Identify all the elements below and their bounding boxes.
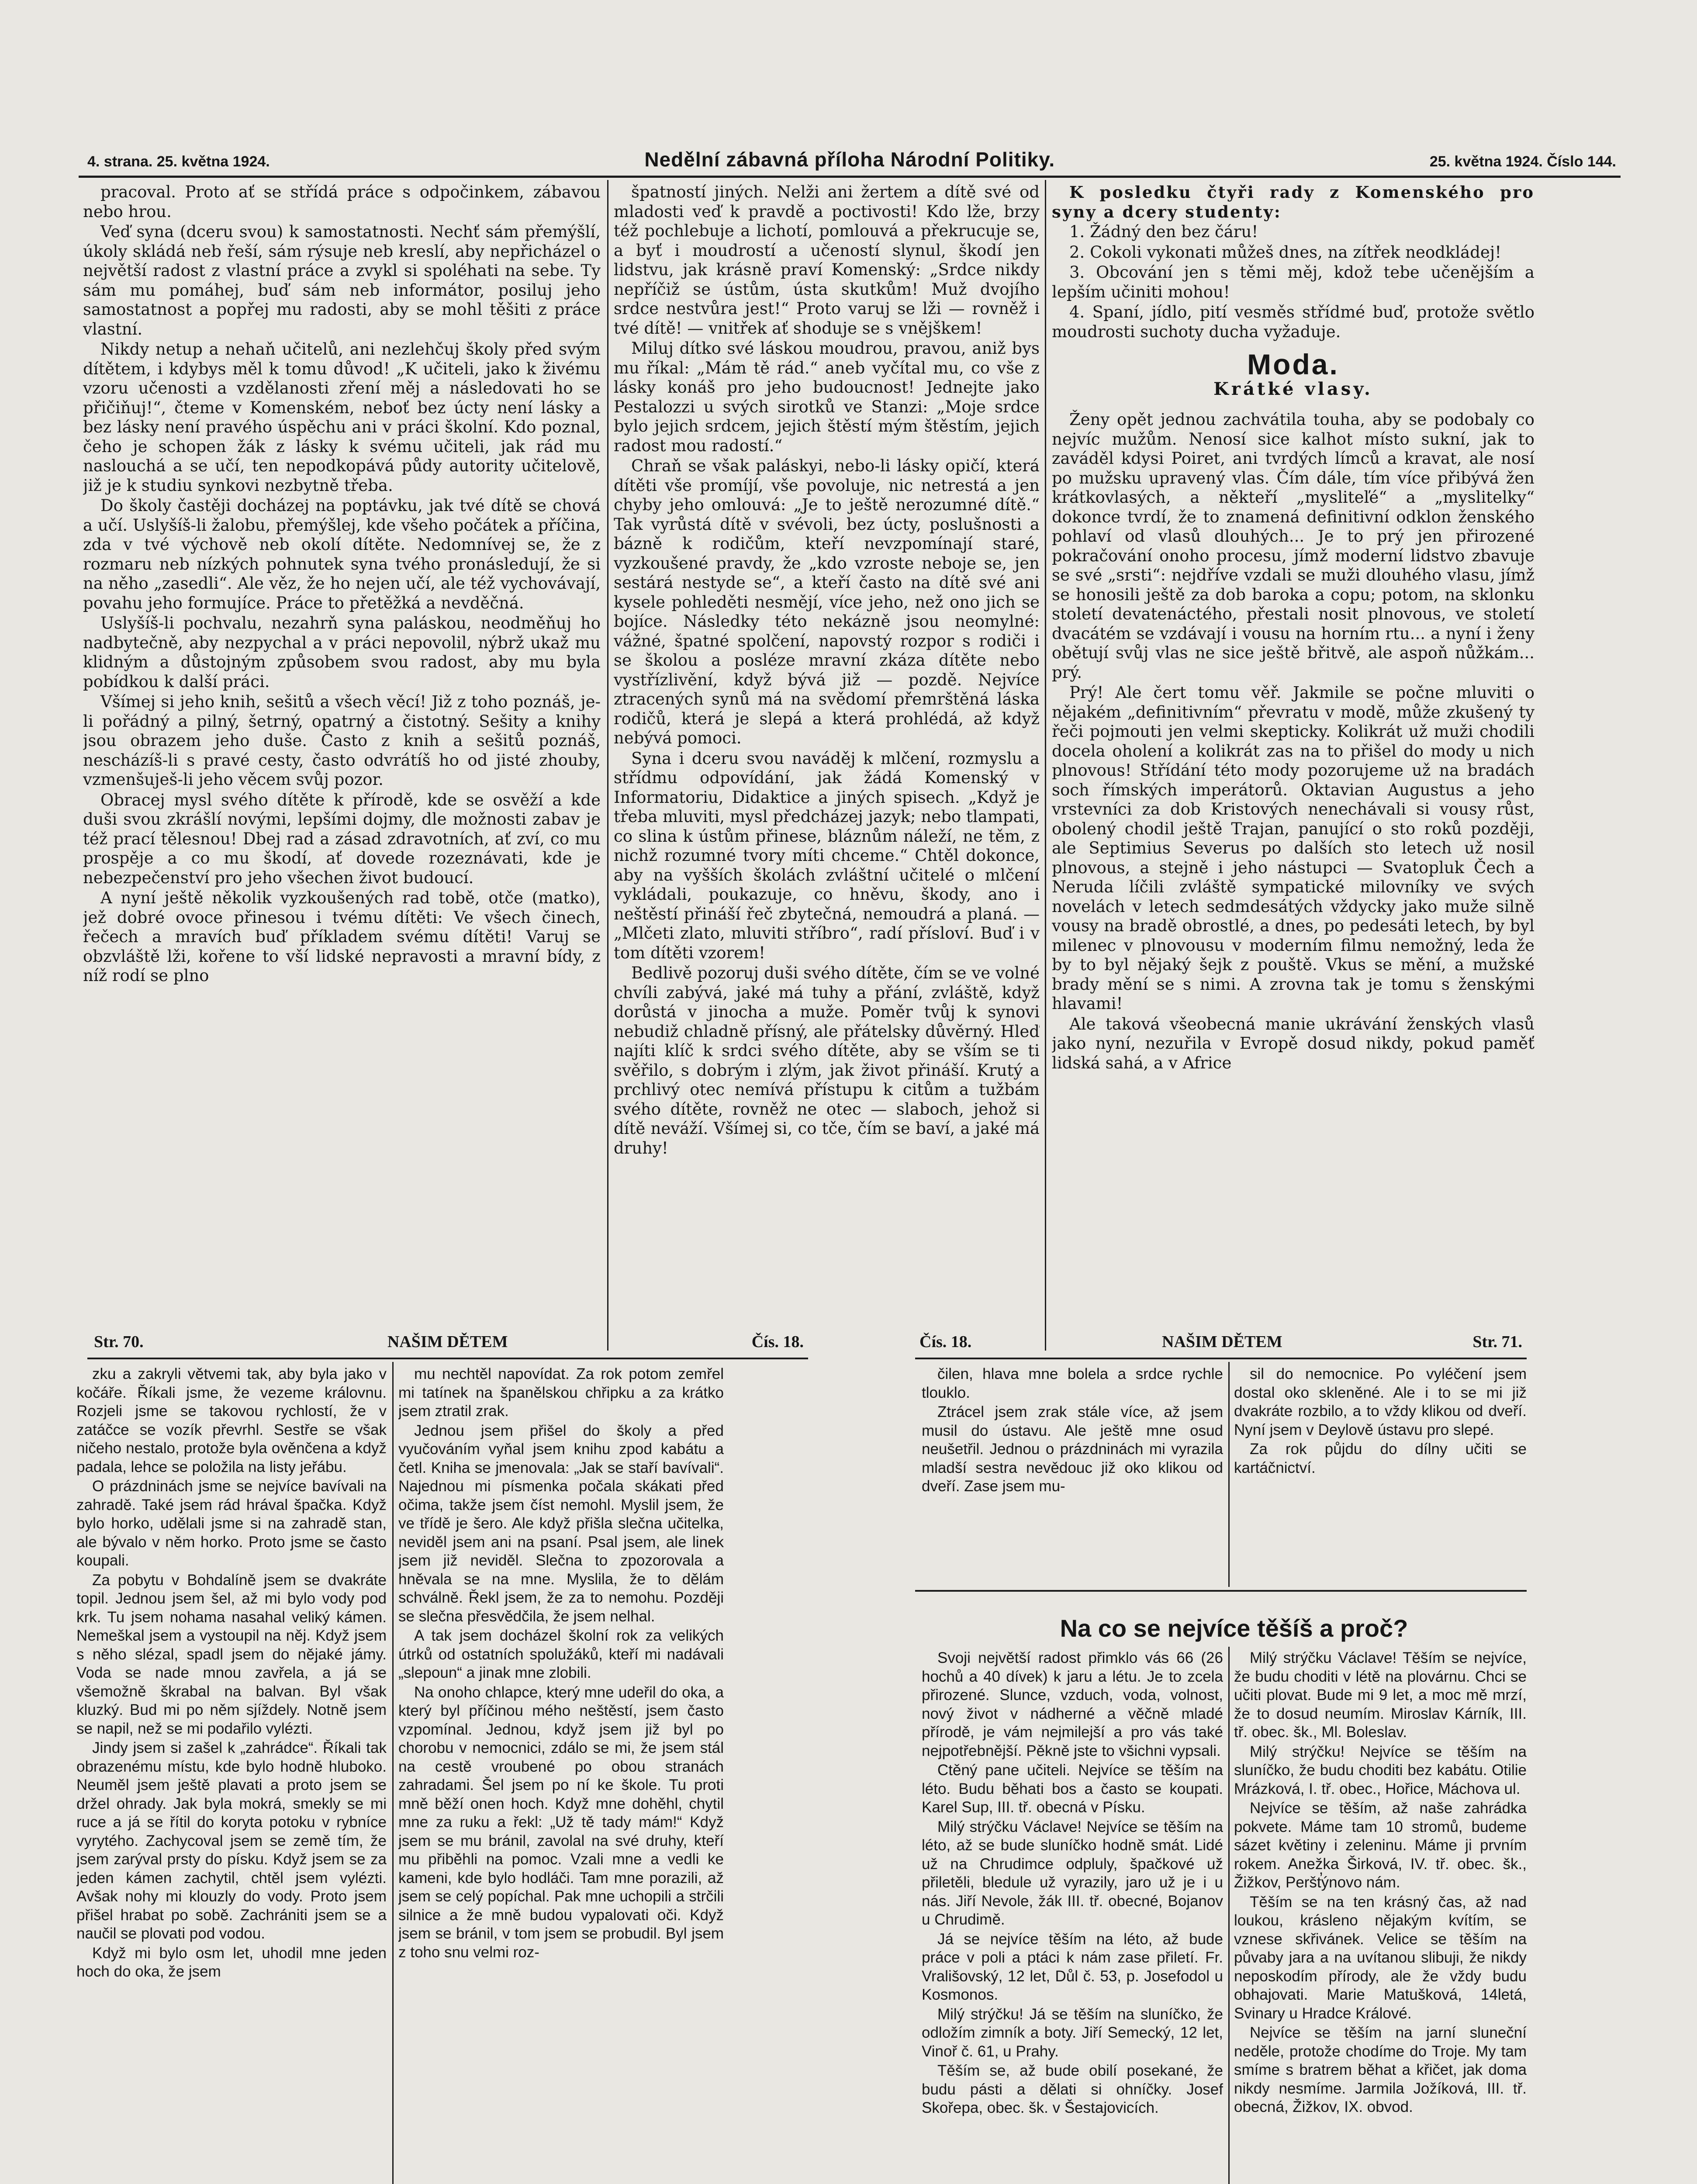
advice-rule-1: 1. Žádný den bez čáru! [1069, 222, 1258, 241]
article-column-2 [614, 183, 1040, 1358]
paragraph: špatností jiných. Nelži ani žertem a dítě své od mladosti veď k pravdě a poctivosti! Kdo lže, brzy též pochlebuje a lichotí, pomlouvá a překrucuje se, a byť i moudrostí a učeností slynul, škodí jen lidstvu, jak krásně praví Komenský: „Srdce nikdy nepříčiž se ústům, ústa skutkům! Muž dvojího srdce nestvůra jest!“ Proto varuj se lži — rovněž i tvé dítě! — vnitřek ať shoduje se s vnějškem! [614, 183, 1040, 338]
section-rule [915, 1590, 1527, 1592]
paragraph: čilen, hlava mne bolela a srdce rychle tlouklo. [922, 1365, 1223, 1401]
story-column-1 [76, 1365, 387, 2184]
letter: Nejvíce se těším, až naše zahrádka pokvete. Máme tam 10 stromů, budeme sázet květiny i zeleninu. Máme ji prvním rokem. Anežka Širková, IV. tř. obec. šk., Žižkov, Peršt̕ýnovo nám. [1234, 1800, 1527, 1891]
bottom-left-header [94, 1332, 804, 1354]
answers-column-2 [1234, 1649, 1527, 2184]
paragraph: A tak jsem docházel školní rok za velikých útrků od ostatních spolužáků, kteří mi nadávali „slepoun“ a jinak mne zlobili. [398, 1627, 724, 1681]
paragraph: Ale taková všeobecná manie ukrávání ženských vlasů jako nyní, nezuřila v Evropě dosud nikdy, pokud paměť lidská sahá, a v Africe [1052, 1014, 1535, 1072]
bottom-right-header [919, 1332, 1522, 1354]
paragraph: Bedlivě pozoruj duši svého dítěte, čím se ve volné chvíli zabývá, jaké má tuhy a přání, zvláště, když dorůstá v jinocha a muže. Poměr tvůj k synovi nebudiž chladně přísný, ale přátelsky důvěrný. Hleď najíti klíč k srdci svého dítěte, aby se vším se ti svěřilo, s dobrým i zlým, jak život přináší. Krutý a prchlivý otec nemívá přístupu k citům a tužbám svého dítěte, rovněž ne otec — slaboch, jehož si dítě neváží. Všímej si, co tče, čím se baví, a jaké má druhy! [614, 964, 1040, 1158]
paragraph: Všímej si jeho knih, sešitů a všech věcí! Již z toho poznáš, je-li pořádný a pilný, šetrný, opatrný a čistotný. Sešity a knihy jsou obrazem jeho duše. Často z knih a sešitů poznáš, nescházíš-li s pravé cesty, často odvrátíš ho od jisté zhouby, vzmenšuješ-li jeho věcem svůj pozor. [83, 692, 601, 789]
page-number: Str. 71. [1472, 1333, 1522, 1351]
paragraph: Nikdy netup a nehaň učitelů, ani nezlehčuj školy před svým dítětem, i kdybys měl k tomu důvod! „K učiteli, jako k živému vzoru učenosti a vzdělanosti zření měj a následovati ho se přičiňuj!“, čteme v Komenském, neboť bez úcty není lásky a bez lásky není pravého úspěchu ani v práci školní. Kdo poznal, čeho je schopen žák z lásky k svému učiteli, jak rád mu naslouchá a se učí, ten nepodkopává půdy autority učitelově, již je k studiu synkovi nezbytně třeba. [83, 340, 601, 495]
paragraph: zku a zakryli větvemi tak, aby byla jako v kočáře. Říkali jsme, že vezeme královnu. Rozjeli jsme se takovou rychlostí, že v zatáčce se vozík převrhl. Sestře se však ničeho nestalo, protože byla ověnčena a když padala, lehce se položila na listy jeřábu. [76, 1365, 387, 1476]
article-title: Na co se nejvíce těšíš a proč? [1060, 1614, 1408, 1642]
paragraph: Jindy jsem si zašel k „zahrádce“. Říkali tak obrazenému místu, kde bylo hodně hluboko. Neuměl jsem ještě plavati a proto jsem se držel ohrady. Jak byla mokrá, smekly se mi ruce a já se řítil do koryta potoku v rybníce vyrytého. Zachycoval jsem se země tím, že jsem zarýval prsty do písku. Když jsem se za jeden kámen zachytil, chtěl jsem vylézti. Avšak nohy mi klouzly do vody. Proto jsem přišel hrabat po sobě. Zachrániti jsem se a naučil se plovati pod vodou. [76, 1739, 387, 1942]
paragraph: Na onoho chlapce, který mne udeřil do oka, a který byl příčinou mého neštěstí, jsem často vzpomínal. Jednou, když jsem již byl po chorobu v nemocnici, zdálo se mi, že jsem stál na cestě vroubené po obou stranách zahradami. Šel jsem po ní ke škole. Tu proti mně běží onen hoch. Když mne dohěhl, chytil mne za ruku a řekl: „Už tě tady mám!“ Když jsem se mu bránil, zavolal na své druhy, kteří mu přiběhli na pomoc. Vzali mne a vedli ke kameni, kde bylo hodláči. Tam mne porazili, až jsem se celý popíchal. Pak mne uchopili a strčili silnice a že mně budou vypalovati oči. Když jsem se bránil, v tom jsem se probudil. Byl jsem z toho snu velmi roz- [398, 1683, 724, 1961]
story-column-3 [922, 1365, 1223, 1586]
letter: Ctěný pane učiteli. Nejvíce se těším na léto. Budu běhati bos a často se koupati. Karel Sup, III. tř. obecná v Písku. [922, 1762, 1223, 1816]
paragraph: Svoji největší radost přimklo vás 66 (26 hochů a 40 dívek) k jaru a létu. Je to zcela přirozené. Slunce, vzduch, voda, volnost, nový život v nádherné a věčně mladé přírodě, je vám nejmilejší a pro vás také nejpotřebnější. Pěkně jste to všichni vypsali. [922, 1649, 1223, 1759]
letter: Milý strýčku Václave! Nejvíce se těším na léto, až se bude sluníčko hodně smát. Lidé už na Chrudimce odpluly, špačkové už přiletěli, bledule už vyrazily, jaro už je i u nás. Jiří Nevole, žák III. tř. obecné, Bojanov u Chrudimě. [922, 1818, 1223, 1928]
section-title: Moda. [1247, 348, 1339, 380]
header-rule [79, 176, 1621, 178]
magazine-title: NAŠIM DĚTEM [387, 1333, 508, 1351]
header-date-right: 25. května 1924. Číslo 144. [1429, 153, 1616, 170]
header-rule [915, 1358, 1527, 1359]
letter: Milý strýčku! Nejvíce se těším na sluníčko, že budu choditi bez kabátu. Otilie Mrázková, I. tř. obec., Hořice, Máchova ul. [1234, 1743, 1527, 1797]
paragraph: Prý! Ale čert tomu věř. Jakmile se počne mluviti o nějakém „definitivním“ převratu v modě, může zkušený ty řeči pojmouti jen velmi skepticky. Kolikrát už muži chodili docela oholení a kolikrát zas na to přišel do mody u nich plnovous! Střídání této mody pozorujeme už na bradách soch římských imperátorů. Oktavian Augustus a jeho vrstevníci za dob Kristových nenechávali si vousy růst, obolený chodil ještě Trajan, panující o sto roků později, ale Septimius Severus po dalších sto letech už nosil plnovous, a stejně i jeho nástupci — Svatopluk Čech a Neruda líčili zvláště sympatické milovníky ve svých novelách v letech sedmdesátých vždycky jako muže silně vousy na bradě obrostlé, a dnes, po pedesáti letech, by byl milenec v plnovousu v moderním filmu nemožný, leda že by to byl nějaký šejk z pouště. Vkus se mění, a mužské brady mění se s nimi. A zrovna tak je tomu s ženskými hlavami! [1052, 683, 1535, 1013]
header-rule [87, 1358, 808, 1359]
letter: Těším se, až bude obilí posekané, že budu pásti a dělati si ohníčky. Josef Skořepa, obec. šk. v Šestajovicích. [922, 2062, 1223, 2116]
paragraph: Veď syna (dceru svou) k samostatnosti. Nechť sám přemýšlí, úkoly skládá neb řeší, sám rýsuje neb kreslí, aby nepřicházel o největší radost z vlastní práce a zvykl si spoléhati na sebe. Ty sám mu pomáhej, buď sám neb informátor, posiluj jeho samostatnost a popřej mu radosti, aby se mohl těšiti z práce vlastní. [83, 222, 601, 339]
paragraph: Obracej mysl svého dítěte k přírodě, kde se osvěží a kde duši svou zkrášlí novými, lepšími dojmy, dle možnosti zabav je též prací tělesnou! Dbej rad a zásad zdravotních, ať zví, co mu prospěje a co mu škodí, ať dovede rozeznávati, kde je nebezpečenství pro jeho všechen život budoucí. [83, 790, 601, 887]
paragraph: Ženy opět jednou zachvátila touha, aby se podobaly co nejvíc mužům. Nenosí sice kalhot místo sukní, jak to zaváděl kdysi Poiret, ani tvrdých límců a kravat, ale nosí po mužsku upravený vlas. Čím dále, tím více přibývá žen krátkovlasých, a někteří „mysliteľé“ a „myslitelky“ dokonce tvrdí, že to znamená definitivní odklon ženského pohlaví od vlasů dlouhých... Je to prý jen přirozené pokračování onoho procesu, jímž moderní lidstvo zbavuje se své „srsti“: nejdříve vzdali se muži dlouhého vlasu, jímž se honosili ještě za dob baroka a copu; potom, na sklonku století devatenáctého, přestali nosit plnovous, ve století dvacátém se vzdávají i vousu na horním rtu... a nyní i ženy obětují svůj vlas ne sice ještě břitvě, ale aspoň nůžkám... prý. [1052, 410, 1535, 682]
paragraph: Syna i dceru svou naváděj k mlčení, rozmyslu a střídmu odpovídání, jak žádá Komenský v Informatoriu, Didaktice a jiných spisech. „Když je třeba mluviti, mysl předcházej jazyk; nebo tlampati, co slina k ústům přinese, bláznům náleží, ne těm, z nichž rozumné tvory míti chceme.“ Chtěl dokonce, aby na vyšších školách zvláštní učitelé o mlčení vykládali, poukazuje, co hněvu, škody, ano i neštěstí přináší řeč zbytečná, nemoudrá a planá. — „Mlčeti zlato, mluviti stříbro“, radí přísloví. Buď i v tom dítěti vzorem! [614, 749, 1040, 962]
paragraph: Chraň se však paláskyi, nebo-li lásky opičí, která dítěti vše promíjí, vše povoluje, nic netrestá a jen chyby jeho omlouvá: „Je to ještě nerozumné dítě.“ Tak vyrůstá dítě v svévoli, bez úcty, poslušnosti a bázně k rodičům, kteří nevzpomínají staré, vyzkoušené pravdy, že „kdo vzroste neboje se, jen sestárá nestyde se“, a kteří často na dítě své ani kysele pohleděti nesmějí, více jeho, než ono jich se bojíce. Následky této nekázně jsou neomylné: vážné, špatné spolčení, napovstý rozpor s rodiči i se školou a posléze mravní zkáza dítěte nebo vystřízlivění, když bývá již — pozdě. Nejvíce ztracených synů má na svědomí přemrštěná láska rodičů, která je slepá a která prohlédá, až když nebývá pomoci. [614, 456, 1040, 747]
paragraph: Když mi bylo osm let, uhodil mne jeden hoch do oka, že jsem [76, 1944, 387, 1980]
paragraph: Ztrácel jsem zrak stále více, až jsem musil do ústavu. Ale ještě mne osud neušetřil. Jednou o prázdninách mi vyrazila mladší sestra nevědouc již oko klikou od dveří. Zase jsem mu- [922, 1403, 1223, 1495]
paragraph: pracoval. Proto ať se střídá práce s odpočinkem, zábavou nebo hrou. [83, 183, 601, 221]
letter: Milý strýčku Václave! Těším se nejvíce, že budu choditi v létě na plovárnu. Chci se učiti plovat. Bude mi 9 let, a moc mě mrzí, že to dosud neumím. Miroslav Kárník, III. tř. obec. šk., Ml. Boleslav. [1234, 1649, 1527, 1741]
issue-number: Čís. 18. [919, 1333, 972, 1351]
top-page-header [87, 148, 1616, 174]
column-divider [392, 1362, 394, 2184]
issue-number: Čís. 18. [751, 1333, 804, 1351]
header-title: Nedělní zábavná příloha Národní Politiky. [644, 148, 1055, 171]
paragraph: Miluj dítko své láskou moudrou, pravou, aniž bys mu říkal: „Mám tě rád.“ aneb vyčítal mu, co vše z lásky konáš pro jeho budoucnost! Jednejte jako Pestalozzi u svých sirotků ve Stanzi: „Moje srdce bylo jejich srdcem, jejich štěstí mým štěstím, jejich radost mou radostí.“ [614, 339, 1040, 455]
paragraph: Za pobytu v Bohdalíně jsem se dvakráte topil. Jednou jsem šel, až mi bylo vody pod krk. Tu jsem nohama nasahal veliký kámen. Nemeškal jsem a vystoupil na něj. Když jsem s něho slézal, spadl jsem do nějaké jámy. Voda se nade mnou zavřela, a já se všemožně škrabal na balvan. Byl však kluzký. Bud mi po něm sjíždely. Notně jsem se napil, než se mi podařilo vylézti. [76, 1571, 387, 1737]
story-column-2 [398, 1365, 724, 2184]
letter: Já se nejvíce těším na léto, až bude práce v poli a ptáci k nám zase přiletí. Fr. Vrališovský, 12 let, Důl č. 53, p. Josefodol u Kosmonos. [922, 1930, 1223, 2003]
answers-column-1 [922, 1649, 1223, 2184]
letter: Milý strýčku! Já se těším na sluníčko, že odložím zimník a boty. Jiří Semecký, 12 let, Vinoř č. 61, u Prahy. [922, 2005, 1223, 2060]
letter: Těším se na ten krásný čas, až nad loukou, krásleno nějakým kvítím, se vznese skřivánek. Velice se těším na půvaby jara a na uvítanou slibuji, že nikdy neposkodím přírody, ale že vždy budu obhajovati. Marie Matušková, 14letá, Svinary u Hradce Králové. [1234, 1893, 1527, 2022]
column-divider [607, 180, 608, 1351]
paragraph: sil do nemocnice. Po vyléčení jsem dostal oko skleněné. Ale i to se mi již dvakráte rozbilo, a to vždy klikou od dveří. Nyní jsem v Deylově ústavu pro slepé. [1234, 1365, 1527, 1438]
paragraph: Do školy častěji docházej na poptávku, jak tvé dítě se chová a učí. Uslyšíš-li žalobu, přemýšlej, kde všeho počátek a příčina, zda v tvé výchově neb okolí dítěte. Nedomnívej se, že z rozmaru neb nízkých pohnutek syna tvého pronásledují, že si na něho „zasedli“. Ale věz, že ho nejen učí, ale též vychovávají, povahu jeho formujíce. Práce to přetěžká a nevděčná. [83, 496, 601, 612]
paragraph: O prázdninách jsme se nejvíce bavívali na zahradě. Také jsem rád hrával špačka. Když bylo horko, udělali jsme si na zahradě stan, ale bývalo v něm horko. Proto jsme se často koupali. [76, 1478, 387, 1569]
article-column-1 [83, 183, 601, 1358]
advice-rule-3: 3. Obcování jen s těmi měj, kdož tebe učenějším a lepším učiniti mohou! [1052, 263, 1535, 301]
article-column-3 [1052, 183, 1535, 1358]
story-column-4 [1234, 1365, 1527, 1586]
paragraph: Jednou jsem přišel do školy a před vyučováním vyňal jsem knihu zpod kabátu a četl. Kniha se jmenovala: „Jak se staří bavívali“. Najednou mi písmenka počala skákati před očima, takže jsem číst nemohl. Myslil jsem, že ve třídě je šero. Ale když přišla slečna učitelka, neviděl jsem ani na psaní. Psal jsem, ale linek jsem již neviděl. Slečna to zpozorovala a hněvala se na mne. Myslila, že to dělám schválně. Řekl jsem, že za to nemohu. Později se slečna přesvědčila, že jsem nelhal. [398, 1422, 724, 1625]
section-subtitle: Krátké vlasy. [1213, 378, 1373, 399]
column-divider [1228, 1362, 1230, 1587]
letter: Nejvíce se těším na jarní sluneční neděle, protože chodíme do Troje. My tam smíme s bratrem běhat a křičet, jak doma nikdy nesmíme. Jarmila Jožíková, III. tř. obecná, Žižkov, IX. obvod. [1234, 2024, 1527, 2115]
advice-intro: K posledku čtyři rady z Komenského pro syny a dcery studenty: [1052, 183, 1535, 221]
page-number: Str. 70. [94, 1333, 144, 1351]
paragraph: mu nechtěl napovídat. Za rok potom zemřel mi tatínek na španělskou chřipku a za krátko jsem ztratil zrak. [398, 1365, 724, 1420]
paragraph: Za rok půjdu do dílny učiti se kartáčnictví. [1234, 1441, 1527, 1476]
column-divider [1045, 180, 1046, 1351]
advice-rule-2: 2. Cokoli vykonati můžeš dnes, na zítřek neodkládej! [1069, 242, 1502, 262]
advice-rule-4: 4. Spaní, jídlo, pití vesměs střídmé buď, protože světlo moudrosti suchoty ducha vyžaduje. [1052, 303, 1535, 341]
header-date-left: 4. strana. 25. května 1924. [87, 153, 270, 170]
paragraph: Uslyšíš-li pochvalu, nezahrň syna paláskou, neodměňuj ho nadbytečně, aby nezpychal a v práci nepovolil, nýbrž ukaž mu klidným a důstojným způsobem svou radost, aby mu byla pobídkou k další práci. [83, 614, 601, 691]
column-divider [1228, 1647, 1230, 2184]
paragraph: A nyní ještě několik vyzkoušených rad tobě, otče (matko), jež dobré ovoce přinesou i tvému dítěti: Ve všech činech, řečech a mravích buď příkladem svému dítěti! Varuj se obzvláště lži, kořene to vší lidské nepravosti a mravní bídy, z níž rodí se plno [83, 888, 601, 985]
magazine-title: NAŠIM DĚTEM [1162, 1333, 1282, 1351]
